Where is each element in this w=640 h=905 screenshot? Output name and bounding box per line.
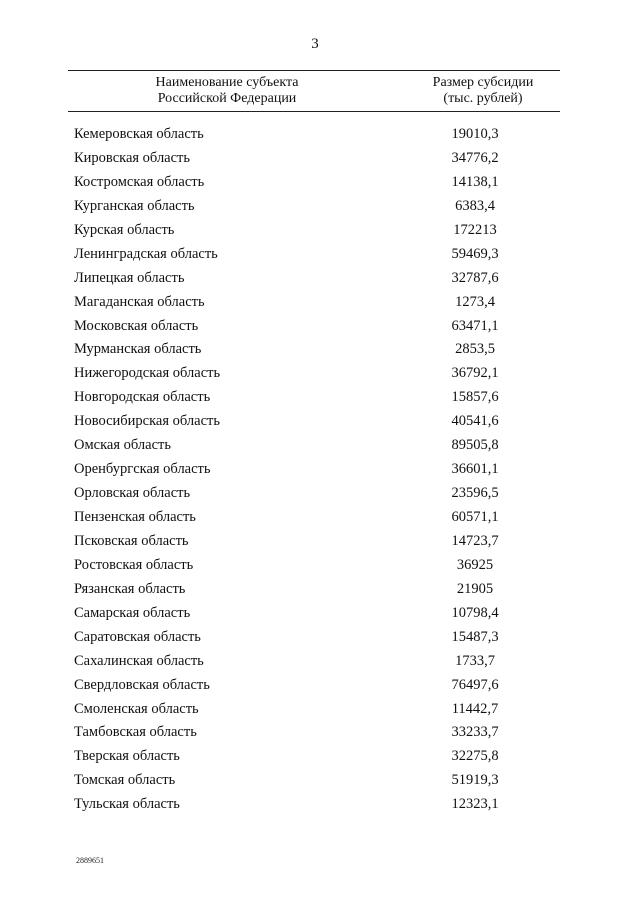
subsidy-amount: 15857,6 — [451, 389, 499, 406]
table-row — [0, 577, 640, 601]
column-header-subject-line1: Наименование субъекта — [155, 75, 299, 90]
table-row — [0, 673, 640, 697]
region-name: Новосибирская область — [74, 413, 220, 430]
region-name: Псковская область — [74, 532, 189, 549]
subsidy-amount: 11442,7 — [451, 700, 499, 717]
column-header-amount-line2: (тыс. рублей) — [443, 91, 523, 106]
subsidy-amount: 34776,2 — [451, 149, 499, 166]
table-row — [0, 122, 640, 146]
table-row — [0, 529, 640, 553]
subsidy-amount: 6383,4 — [455, 197, 495, 214]
subsidy-amount: 32275,8 — [451, 748, 499, 765]
subsidy-amount: 2853,5 — [455, 341, 495, 358]
table-row — [0, 146, 640, 170]
table-row — [0, 361, 640, 385]
region-name: Орловская область — [74, 485, 191, 502]
subsidy-amount: 12323,1 — [451, 796, 499, 813]
subsidy-amount: 19010,3 — [451, 126, 499, 142]
table-row — [0, 409, 640, 433]
subsidy-amount: 89505,8 — [451, 437, 499, 454]
subsidy-amount: 36792,1 — [451, 365, 499, 382]
table-row — [0, 720, 640, 744]
subsidy-amount: 21905 — [456, 580, 494, 597]
column-header-subject — [68, 75, 386, 107]
region-name: Оренбургская область — [74, 461, 211, 478]
region-name: Саратовская область — [74, 628, 201, 645]
table-row — [0, 649, 640, 673]
subsidy-amount: 23596,5 — [451, 485, 499, 502]
subsidy-amount: 15487,3 — [451, 628, 499, 645]
table-row — [0, 457, 640, 481]
region-name: Самарская область — [74, 604, 191, 621]
subsidy-amount: 33233,7 — [451, 724, 499, 741]
subsidy-amount: 36925 — [456, 556, 494, 573]
subsidy-table-body — [0, 122, 640, 816]
subsidy-amount: 59469,3 — [451, 245, 499, 262]
table-row — [0, 505, 640, 529]
table-row — [0, 314, 640, 338]
table-row — [0, 481, 640, 505]
table-row — [0, 385, 640, 409]
table-row — [0, 553, 640, 577]
subsidy-amount: 10798,4 — [451, 604, 499, 621]
region-name: Сахалинская область — [74, 652, 204, 669]
region-name: Омская область — [74, 437, 171, 454]
column-header-amount-line1: Размер субсидии — [432, 75, 534, 90]
column-header-amount — [398, 75, 568, 107]
subsidy-amount: 60571,1 — [451, 509, 499, 525]
region-name: Костромская область — [74, 173, 205, 190]
region-name: Тверская область — [74, 748, 180, 765]
region-name: Ленинградская область — [74, 245, 218, 262]
table-row — [0, 290, 640, 314]
region-name: Ростовская область — [74, 556, 194, 573]
region-name: Курская область — [74, 221, 175, 238]
table-row — [0, 601, 640, 625]
region-name: Рязанская область — [74, 580, 186, 597]
region-name: Курганская область — [74, 197, 195, 214]
table-row — [0, 242, 640, 266]
table-row — [0, 337, 640, 361]
subsidy-amount: 1733,7 — [455, 652, 495, 669]
subsidy-amount: 63471,1 — [451, 317, 499, 334]
region-name: Липецкая область — [74, 269, 185, 286]
region-name: Кировская область — [74, 149, 191, 166]
region-name: Магаданская область — [74, 293, 205, 310]
column-header-subject-line2: Российской Федерации — [157, 91, 297, 106]
subsidy-amount: 76497,6 — [451, 676, 499, 693]
page-number: 3 — [311, 36, 319, 52]
region-name: Кемеровская область — [74, 126, 204, 142]
table-row — [0, 266, 640, 290]
table-row — [0, 697, 640, 721]
subsidy-amount: 172213 — [453, 221, 497, 238]
region-name: Новгородская область — [74, 389, 211, 406]
table-row — [0, 218, 640, 242]
subsidy-amount: 36601,1 — [451, 461, 499, 478]
table-row — [0, 792, 640, 816]
table-row — [0, 744, 640, 768]
region-name: Мурманская область — [74, 341, 202, 358]
table-row — [0, 433, 640, 457]
table-row — [0, 194, 640, 218]
table-header — [68, 70, 560, 112]
region-name: Тульская область — [74, 796, 180, 813]
region-name: Свердловская область — [74, 676, 210, 693]
table-row — [0, 625, 640, 649]
region-name: Пензенская область — [74, 509, 196, 525]
subsidy-amount: 14723,7 — [451, 532, 499, 549]
subsidy-amount: 40541,6 — [451, 413, 499, 430]
region-name: Томская область — [74, 772, 176, 789]
table-row — [0, 768, 640, 792]
document-code: 2889651 — [76, 856, 104, 865]
subsidy-amount: 32787,6 — [451, 269, 499, 286]
region-name: Нижегородская область — [74, 365, 221, 382]
subsidy-amount: 1273,4 — [455, 293, 495, 310]
subsidy-amount: 14138,1 — [451, 173, 499, 190]
table-row — [0, 170, 640, 194]
subsidy-amount: 51919,3 — [451, 772, 499, 789]
region-name: Московская область — [74, 317, 199, 334]
region-name: Смоленская область — [74, 700, 199, 717]
region-name: Тамбовская область — [74, 724, 197, 741]
